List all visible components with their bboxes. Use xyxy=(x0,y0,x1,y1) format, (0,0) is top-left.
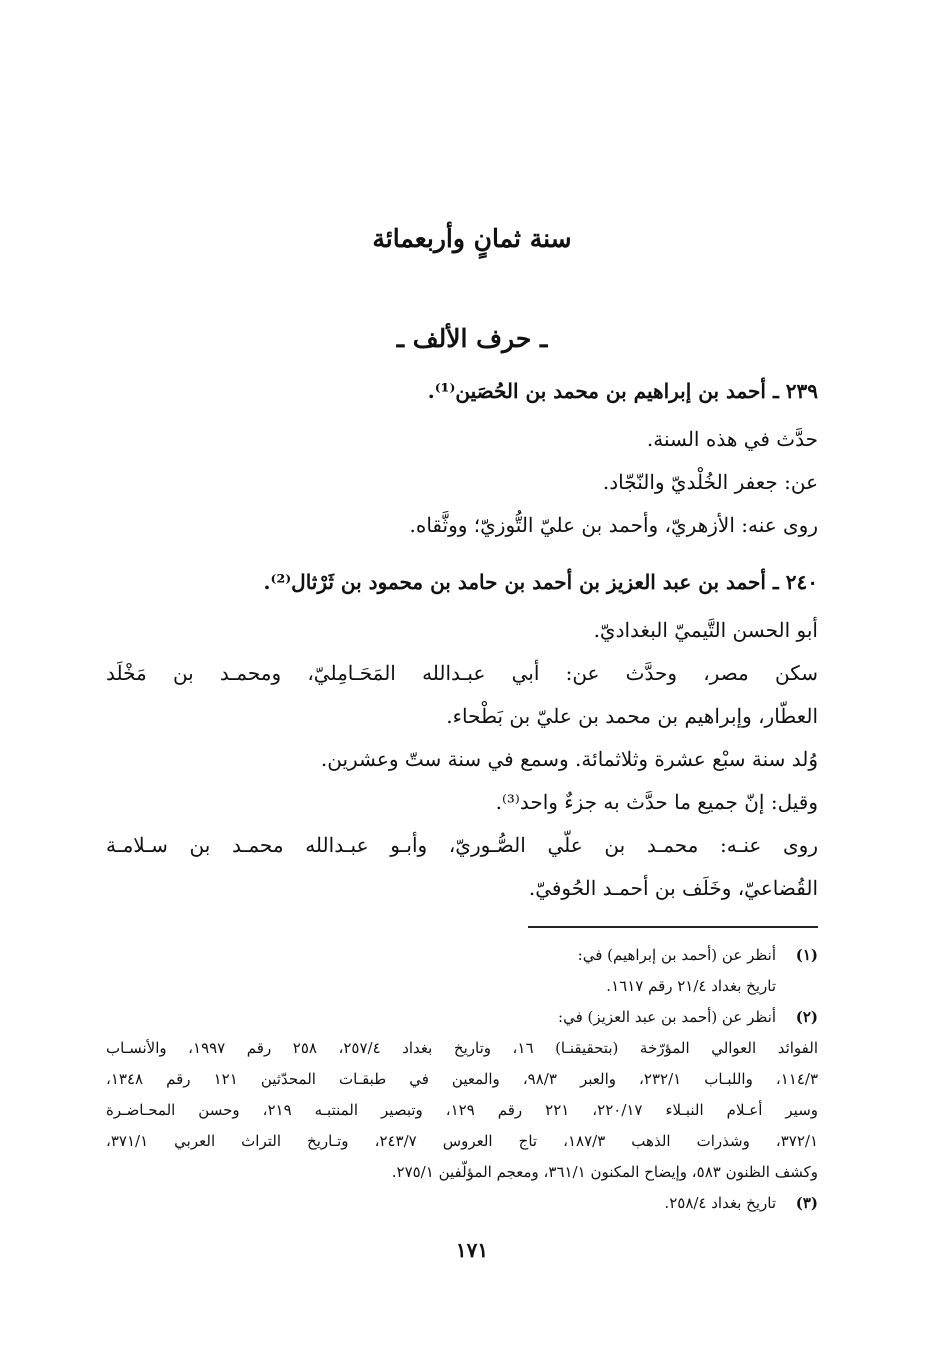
main-text xyxy=(106,370,818,910)
year-heading: سنة ثمانٍ وأربعمائة xyxy=(372,224,572,253)
entry-240-title: ٢٤٠ ـ أحمد بن عبد العزيز بن أحمد بن حامد بن محمود بن ثَرْثال⁽²⁾. xyxy=(263,570,818,594)
footnote-text: تاريخ بغداد ٢١/٤ رقم ١٦١٧. xyxy=(606,977,776,995)
entry-240-line: العطّار، وإبراهيم بن محمد بن عليّ بن بَطْحاء. xyxy=(446,704,818,728)
entry-240-line: وُلد سنة سبْع عشرة وثلاثمائة. وسمع في سنة ستّ وعشرين. xyxy=(320,747,818,771)
footnote-text: ٣٧٢/١، وشذرات الذهب ١٨٧/٣، تاج العروس ٢٤٣/٧، وتـاريخ التراث العربي ٣٧١/١، xyxy=(106,1132,819,1150)
footnote-number: (١) xyxy=(795,946,818,964)
entry-240-line: القُضاعيّ، وخَلَف بن أحمـد الحُوفيّ. xyxy=(528,876,818,900)
footnote-text: أنظر عن (أحمد بن عبد العزيز) في: xyxy=(558,1008,776,1026)
entry-239-line: حدَّث في هذه السنة. xyxy=(646,427,818,451)
footnote-separator xyxy=(528,926,818,928)
footnote-text: ١١٤/٣، واللبـاب ٢٣٢/١، والعبر ٩٨/٣، والمعين في طبقـات المحدّثين ١٢١ رقم ١٣٤٨، xyxy=(106,1070,818,1088)
footnote-text: تاريخ بغداد ٢٥٨/٤. xyxy=(664,1194,776,1212)
entry-gap xyxy=(106,547,818,561)
footnotes xyxy=(106,940,818,1219)
entry-240-line: وقيل: إنّ جميع ما حدَّث به جزءٌ واحد⁽³⁾. xyxy=(495,790,818,814)
footnote-text: أنظر عن (أحمد بن إبراهيم) في: xyxy=(577,946,776,964)
page-number: ١٧١ xyxy=(455,1238,489,1262)
footnote-number: (٢) xyxy=(795,1008,818,1026)
section-heading: ـ حرف الألف ـ xyxy=(396,324,548,353)
footnote-text: وكشف الظنون ٥٨٣، وإيضاح المكنون ٣٦١/١، ومعجم المؤلّفين ٢٧٥/١. xyxy=(391,1163,818,1181)
footnote-1 xyxy=(106,940,818,971)
footnote-text: وسير أعـلام النبـلاء ٢٢٠/١٧، ٢٢١ رقم ١٢٩، وتبصير المنتبـه ٢١٩، وحسن المحـاضـرة xyxy=(106,1101,819,1119)
entry-239-line: روى عنه: الأزهريّ، وأحمد بن عليّ التُّوزيّ؛ ووثَّقاه. xyxy=(409,513,818,537)
entry-240-line: روى عنـه: محمـد بن علّي الصُّـوريّ، وأبـو عبـدالله محمـد بن سـلامـة xyxy=(106,833,818,857)
entry-239-line: عن: جعفر الخُلْديّ والنّجّاد. xyxy=(602,470,818,494)
footnote-2 xyxy=(106,1002,818,1033)
entry-240-line: أبو الحسن التَّيميّ البغداديّ. xyxy=(593,618,818,642)
entry-239-title: ٢٣٩ ـ أحمد بن إبراهيم بن محمد بن الحُصَين⁽¹⁾. xyxy=(427,379,818,403)
footnote-3 xyxy=(106,1188,818,1219)
entry-240-line: سكن مصر، وحدَّث عن: أبي عبـدالله المَحَـامِليّ، ومحمـد بن مَخْلَد xyxy=(106,661,818,685)
footnote-text: الفوائد العوالي المؤرّخة (بتحقيقنـا) ١٦، وتاريخ بغداد ٢٥٧/٤، ٢٥٨ رقم ١٩٩٧، والأنسـاب xyxy=(106,1039,819,1057)
footnote-number: (٣) xyxy=(795,1194,818,1212)
